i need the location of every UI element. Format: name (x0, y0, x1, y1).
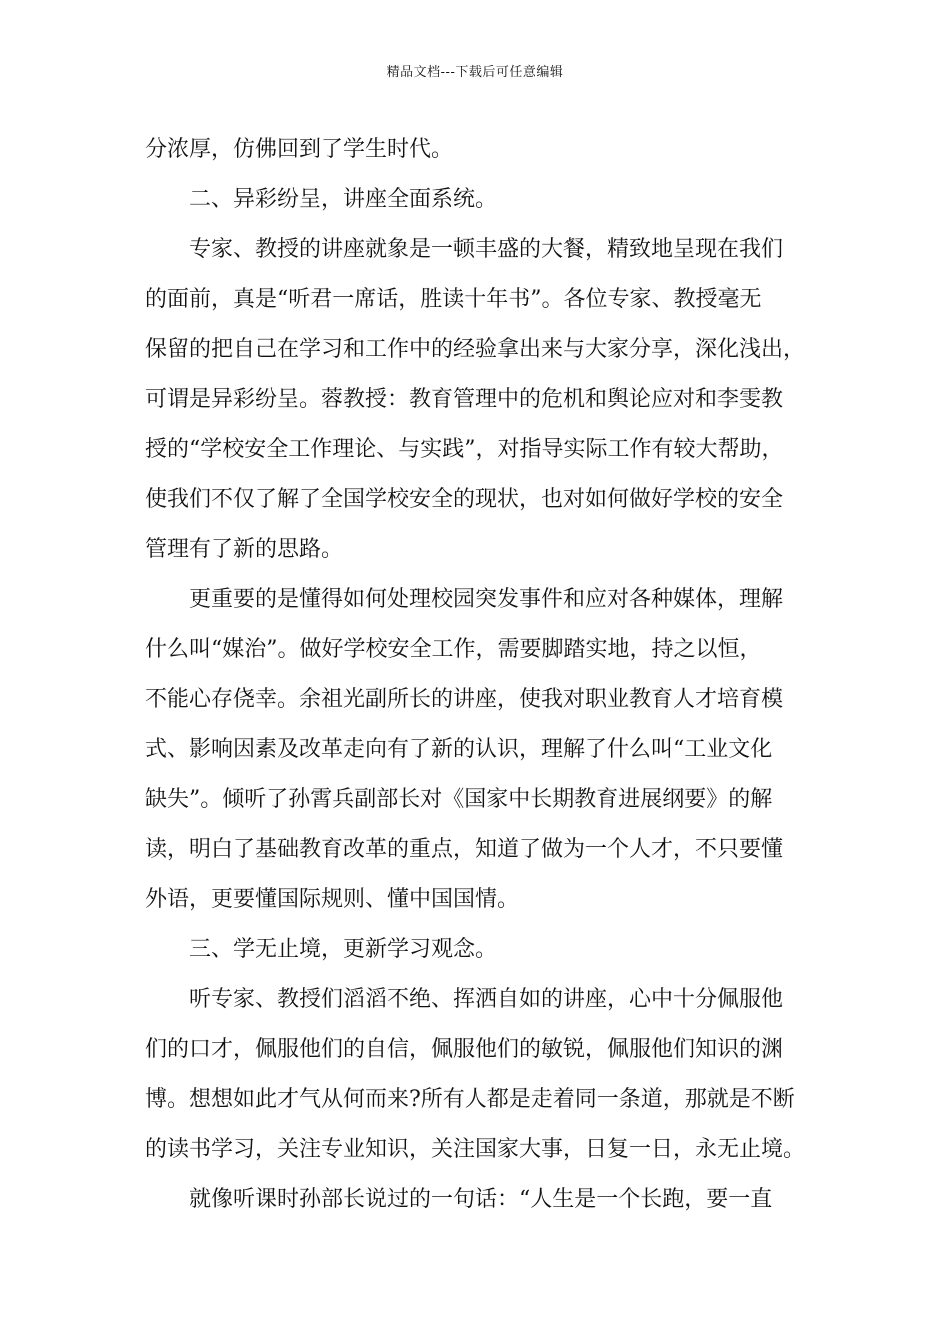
text-line: 不能心存侥幸。余祖光副所长的讲座，使我对职业教育人才培育模 (145, 687, 784, 712)
text-line: 听专家、教授们滔滔不绝、挥洒自如的讲座，心中十分佩服他 (189, 987, 784, 1012)
text-line: 博。想想如此才气从何而来?所有人都是走着同一条道，那就是不断 (145, 1087, 795, 1112)
text-line: 管理有了新的思路。 (145, 537, 344, 562)
section-heading: 三、学无止境，更新学习观念。 (189, 937, 498, 962)
text-line: 使我们不仅了解了全国学校安全的现状，也对如何做好学校的安全 (145, 487, 784, 512)
text-line: 可谓是异彩纷呈。蓉教授：教育管理中的危机和舆论应对和李雯教 (145, 387, 784, 412)
text-line: 们的口才，佩服他们的自信，佩服他们的敏锐，佩服他们知识的渊 (145, 1037, 784, 1062)
text-line: 什么叫“媒治”。做好学校安全工作，需要脚踏实地，持之以恒， (145, 637, 762, 662)
text-line: 授的“学校安全工作理论、与实践”，对指导实际工作有较大帮助， (145, 437, 784, 462)
text-line: 读，明白了基础教育改革的重点，知道了做为一个人才，不只要懂 (145, 837, 784, 862)
text-line: 保留的把自己在学习和工作中的经验拿出来与大家分享，深化浅出， (145, 337, 806, 362)
text-line: 就像听课时孙部长说过的一句话：“人生是一个长跑，要一直 (189, 1187, 773, 1212)
text-line: 更重要的是懂得如何处理校园突发事件和应对各种媒体，理解 (189, 587, 784, 612)
document-body (145, 130, 810, 1230)
text-line: 专家、教授的讲座就象是一顿丰盛的大餐，精致地呈现在我们 (189, 237, 784, 262)
text-line: 的读书学习，关注专业知识，关注国家大事，日复一日，永无止境。 (145, 1137, 806, 1162)
text-line: 缺失”。倾听了孙霄兵副部长对《国家中长期教育进展纲要》的解 (145, 787, 773, 812)
text-line: 的面前，真是“听君一席话，胜读十年书”。各位专家、教授毫无 (145, 287, 762, 312)
text-line: 外语，更要懂国际规则、懂中国国情。 (145, 887, 520, 912)
text-line: 分浓厚，仿佛回到了学生时代。 (145, 137, 454, 162)
section-heading: 二、异彩纷呈，讲座全面系统。 (189, 187, 498, 212)
text-line: 式、影响因素及改革走向有了新的认识，理解了什么叫“工业文化 (145, 737, 773, 762)
page-header: 精品文档---下载后可任意编辑 (386, 65, 564, 80)
